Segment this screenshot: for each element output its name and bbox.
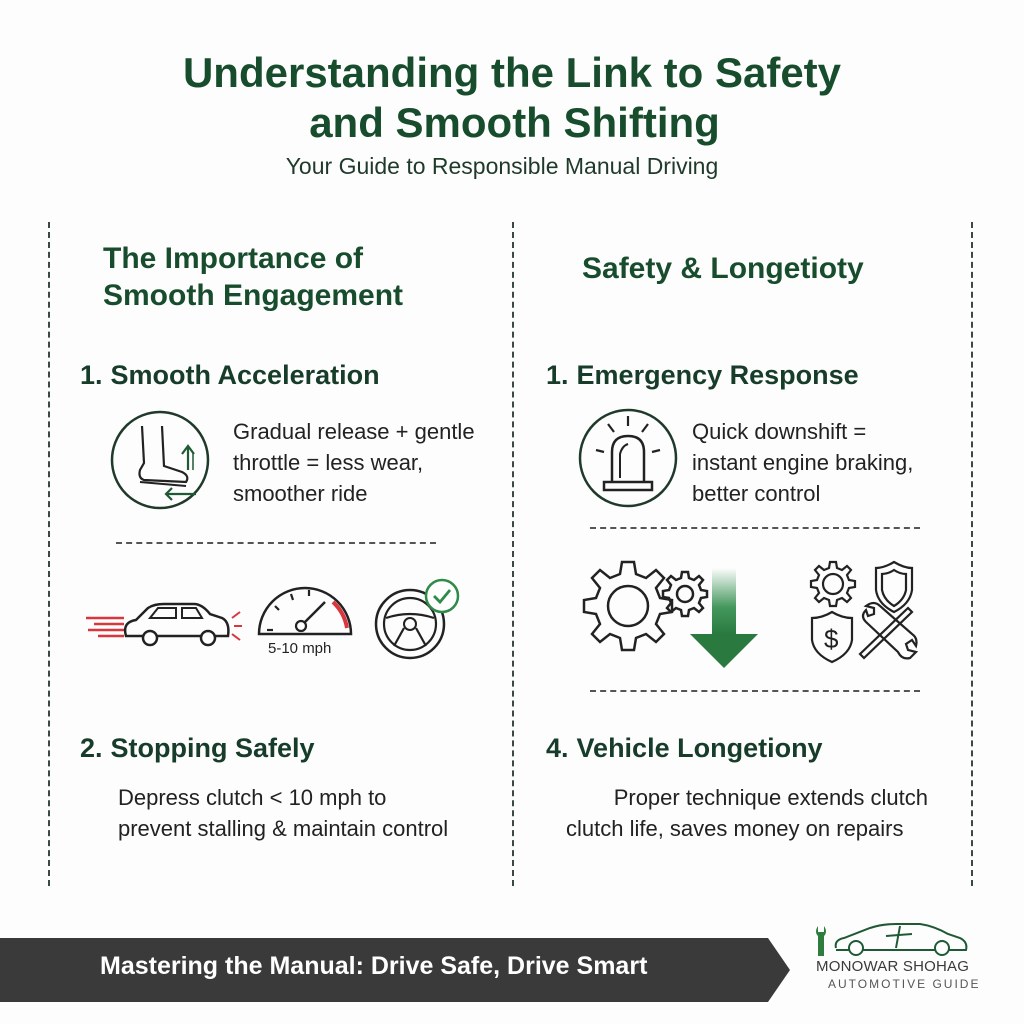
brand-name: MONOWAR SHOHAG (816, 958, 970, 975)
item-title-text: Vehicle Longetiony (576, 733, 823, 763)
footer-banner-text: Mastering the Manual: Drive Safe, Drive Smart (100, 952, 648, 980)
down-arrow-icon (688, 568, 760, 672)
text-line: Quick downshift = (692, 419, 867, 444)
page-title-line1: Understanding the Link to Safety (182, 49, 842, 96)
text-line: Depress clutch < 10 mph to (118, 785, 387, 810)
item-title-text: Stopping Safely (110, 733, 315, 763)
emergency-response-text (692, 416, 913, 509)
item-vehicle-longevity-title (546, 733, 823, 764)
braking-car-icon (84, 596, 244, 656)
page-subtitle: Your Guide to Responsible Manual Driving (285, 153, 719, 179)
page-title-line2: and Smooth Shifting (309, 99, 720, 146)
foot-pedal-icon (108, 408, 212, 512)
shield-icon (876, 562, 912, 612)
gear-icon (811, 562, 855, 606)
siren-icon (576, 406, 680, 510)
item-number: 4. (546, 733, 569, 763)
right-section-title: Safety & Longetioty (582, 252, 864, 285)
speed-label: 5-10 mph (268, 640, 332, 657)
dollar-shield-icon (812, 612, 852, 662)
right-separator-top (590, 527, 920, 529)
svg-text:$: $ (824, 624, 839, 654)
right-separator-bottom (590, 690, 920, 692)
stopping-safely-text (118, 782, 448, 844)
left-separator (116, 542, 436, 544)
maintenance-icons-group (804, 556, 924, 666)
text-line: clutch life, saves money on repairs (566, 816, 904, 841)
left-section-title (103, 240, 403, 314)
center-divider (512, 222, 514, 886)
item-number: 2. (80, 733, 103, 763)
item-title-text: Smooth Acceleration (110, 360, 380, 390)
brand-logo-icon (812, 922, 972, 958)
item-stopping-safely-title (80, 733, 315, 764)
brand-tagline: AUTOMOTIVE GUIDE (828, 977, 981, 991)
page-title (0, 48, 1024, 148)
text-line: prevent stalling & maintain control (118, 816, 449, 841)
speedometer-icon (255, 580, 355, 640)
item-smooth-acceleration-title (80, 360, 380, 391)
smooth-acceleration-text (233, 416, 475, 509)
item-number: 1. (80, 360, 103, 390)
text-line: Proper technique extends clutch (613, 785, 928, 810)
text-line: better control (692, 481, 821, 506)
steering-wheel-check-icon (370, 578, 466, 662)
item-title-text: Emergency Response (576, 360, 859, 390)
text-line: instant engine braking, (692, 450, 914, 475)
left-section-title-line2: Smooth Engagement (103, 279, 404, 312)
left-border-divider (48, 222, 50, 886)
vehicle-longevity-text (566, 782, 930, 844)
item-emergency-response-title (546, 360, 859, 391)
item-number: 1. (546, 360, 569, 390)
text-line: Gradual release + gentle (233, 419, 475, 444)
right-border-divider (971, 222, 973, 886)
wrench-screwdriver-icon (860, 603, 917, 658)
text-line: smoother ride (233, 481, 368, 506)
left-section-title-line1: The Importance of (103, 242, 364, 275)
text-line: throttle = less wear, (233, 450, 424, 475)
